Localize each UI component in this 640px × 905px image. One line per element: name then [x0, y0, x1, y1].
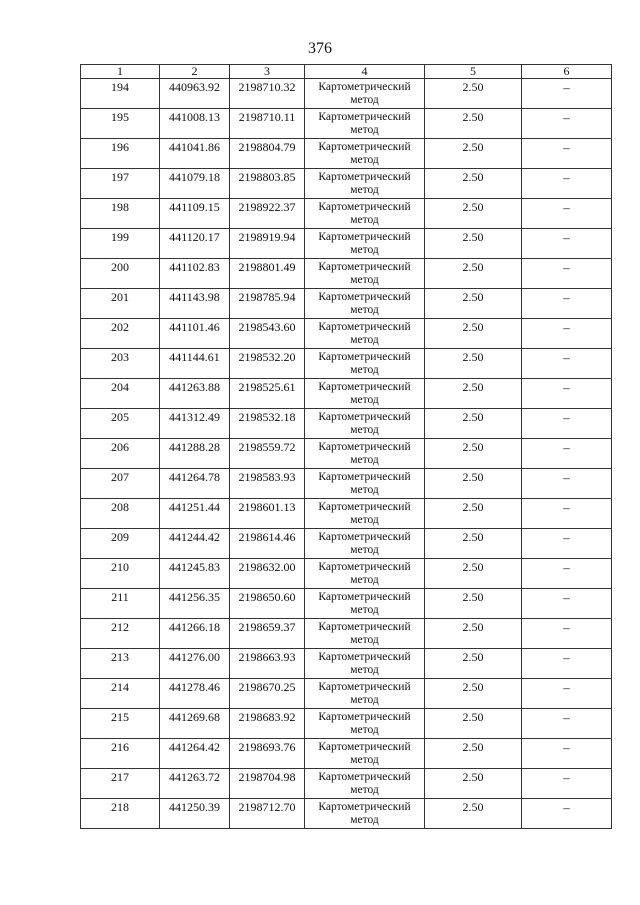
point-number-cell: 211 — [81, 589, 160, 619]
method-cell: Картометрический метод — [305, 409, 425, 439]
table-row — [81, 799, 612, 829]
method-cell: Картометрический метод — [305, 799, 425, 829]
method-cell: Картометрический метод — [305, 499, 425, 529]
table-row — [81, 199, 612, 229]
point-number-cell: 195 — [81, 109, 160, 139]
method-cell: Картометрический метод — [305, 199, 425, 229]
column-header: 5 — [425, 65, 522, 79]
accuracy-cell: 2.50 — [425, 499, 522, 529]
method-cell: Картометрический метод — [305, 679, 425, 709]
note-cell: – — [522, 319, 612, 349]
header-row — [81, 65, 612, 79]
accuracy-cell: 2.50 — [425, 619, 522, 649]
table-row — [81, 649, 612, 679]
x-coordinate-cell: 441079.18 — [160, 169, 230, 199]
x-coordinate-cell: 441276.00 — [160, 649, 230, 679]
accuracy-cell: 2.50 — [425, 109, 522, 139]
table-row — [81, 589, 612, 619]
note-cell: – — [522, 619, 612, 649]
coordinates-table — [80, 64, 612, 829]
x-coordinate-cell: 441263.72 — [160, 769, 230, 799]
x-coordinate-cell: 441251.44 — [160, 499, 230, 529]
note-cell: – — [522, 409, 612, 439]
note-cell: – — [522, 109, 612, 139]
accuracy-cell: 2.50 — [425, 199, 522, 229]
x-coordinate-cell: 441008.13 — [160, 109, 230, 139]
accuracy-cell: 2.50 — [425, 769, 522, 799]
table-row — [81, 469, 612, 499]
y-coordinate-cell: 2198543.60 — [230, 319, 305, 349]
y-coordinate-cell: 2198532.20 — [230, 349, 305, 379]
point-number-cell: 213 — [81, 649, 160, 679]
point-number-cell: 198 — [81, 199, 160, 229]
table-row — [81, 709, 612, 739]
note-cell: – — [522, 589, 612, 619]
y-coordinate-cell: 2198922.37 — [230, 199, 305, 229]
method-cell: Картометрический метод — [305, 379, 425, 409]
x-coordinate-cell: 441144.61 — [160, 349, 230, 379]
table-row — [81, 619, 612, 649]
y-coordinate-cell: 2198663.93 — [230, 649, 305, 679]
x-coordinate-cell: 441263.88 — [160, 379, 230, 409]
table-row — [81, 679, 612, 709]
accuracy-cell: 2.50 — [425, 529, 522, 559]
table-row — [81, 79, 612, 109]
point-number-cell: 206 — [81, 439, 160, 469]
accuracy-cell: 2.50 — [425, 589, 522, 619]
point-number-cell: 214 — [81, 679, 160, 709]
note-cell: – — [522, 139, 612, 169]
note-cell: – — [522, 229, 612, 259]
y-coordinate-cell: 2198785.94 — [230, 289, 305, 319]
y-coordinate-cell: 2198710.11 — [230, 109, 305, 139]
point-number-cell: 208 — [81, 499, 160, 529]
point-number-cell: 204 — [81, 379, 160, 409]
accuracy-cell: 2.50 — [425, 649, 522, 679]
note-cell: – — [522, 499, 612, 529]
point-number-cell: 218 — [81, 799, 160, 829]
column-header: 4 — [305, 65, 425, 79]
x-coordinate-cell: 441266.18 — [160, 619, 230, 649]
table-body — [81, 79, 612, 829]
method-cell: Картометрический метод — [305, 709, 425, 739]
note-cell: – — [522, 739, 612, 769]
y-coordinate-cell: 2198801.49 — [230, 259, 305, 289]
point-number-cell: 194 — [81, 79, 160, 109]
note-cell: – — [522, 379, 612, 409]
method-cell: Картометрический метод — [305, 289, 425, 319]
x-coordinate-cell: 441264.42 — [160, 739, 230, 769]
point-number-cell: 199 — [81, 229, 160, 259]
point-number-cell: 205 — [81, 409, 160, 439]
method-cell: Картометрический метод — [305, 769, 425, 799]
point-number-cell: 202 — [81, 319, 160, 349]
method-cell: Картометрический метод — [305, 469, 425, 499]
x-coordinate-cell: 441312.49 — [160, 409, 230, 439]
y-coordinate-cell: 2198559.72 — [230, 439, 305, 469]
table-row — [81, 499, 612, 529]
y-coordinate-cell: 2198532.18 — [230, 409, 305, 439]
point-number-cell: 216 — [81, 739, 160, 769]
x-coordinate-cell: 441102.83 — [160, 259, 230, 289]
method-cell: Картометрический метод — [305, 649, 425, 679]
x-coordinate-cell: 441245.83 — [160, 559, 230, 589]
column-header: 1 — [81, 65, 160, 79]
point-number-cell: 212 — [81, 619, 160, 649]
accuracy-cell: 2.50 — [425, 289, 522, 319]
accuracy-cell: 2.50 — [425, 349, 522, 379]
method-cell: Картометрический метод — [305, 589, 425, 619]
column-header: 3 — [230, 65, 305, 79]
note-cell: – — [522, 679, 612, 709]
table-row — [81, 229, 612, 259]
x-coordinate-cell: 441288.28 — [160, 439, 230, 469]
method-cell: Картометрический метод — [305, 259, 425, 289]
page-number: 376 — [308, 40, 332, 57]
column-header: 2 — [160, 65, 230, 79]
y-coordinate-cell: 2198614.46 — [230, 529, 305, 559]
method-cell: Картометрический метод — [305, 319, 425, 349]
note-cell: – — [522, 289, 612, 319]
method-cell: Картометрический метод — [305, 139, 425, 169]
y-coordinate-cell: 2198650.60 — [230, 589, 305, 619]
accuracy-cell: 2.50 — [425, 79, 522, 109]
point-number-cell: 197 — [81, 169, 160, 199]
table-row — [81, 169, 612, 199]
y-coordinate-cell: 2198919.94 — [230, 229, 305, 259]
note-cell: – — [522, 799, 612, 829]
note-cell: – — [522, 439, 612, 469]
table-row — [81, 349, 612, 379]
table-row — [81, 139, 612, 169]
y-coordinate-cell: 2198704.98 — [230, 769, 305, 799]
table-row — [81, 289, 612, 319]
note-cell: – — [522, 769, 612, 799]
accuracy-cell: 2.50 — [425, 259, 522, 289]
table-row — [81, 319, 612, 349]
point-number-cell: 203 — [81, 349, 160, 379]
column-header: 6 — [522, 65, 612, 79]
accuracy-cell: 2.50 — [425, 169, 522, 199]
x-coordinate-cell: 441143.98 — [160, 289, 230, 319]
table-row — [81, 109, 612, 139]
table-row — [81, 259, 612, 289]
accuracy-cell: 2.50 — [425, 799, 522, 829]
method-cell: Картометрический метод — [305, 439, 425, 469]
point-number-cell: 215 — [81, 709, 160, 739]
y-coordinate-cell: 2198804.79 — [230, 139, 305, 169]
y-coordinate-cell: 2198693.76 — [230, 739, 305, 769]
x-coordinate-cell: 441120.17 — [160, 229, 230, 259]
x-coordinate-cell: 441250.39 — [160, 799, 230, 829]
table-row — [81, 559, 612, 589]
method-cell: Картометрический метод — [305, 79, 425, 109]
y-coordinate-cell: 2198670.25 — [230, 679, 305, 709]
accuracy-cell: 2.50 — [425, 679, 522, 709]
table-row — [81, 769, 612, 799]
note-cell: – — [522, 169, 612, 199]
accuracy-cell: 2.50 — [425, 229, 522, 259]
x-coordinate-cell: 441041.86 — [160, 139, 230, 169]
note-cell: – — [522, 709, 612, 739]
y-coordinate-cell: 2198601.13 — [230, 499, 305, 529]
x-coordinate-cell: 441264.78 — [160, 469, 230, 499]
method-cell: Картометрический метод — [305, 739, 425, 769]
note-cell: – — [522, 199, 612, 229]
method-cell: Картометрический метод — [305, 349, 425, 379]
x-coordinate-cell: 441109.15 — [160, 199, 230, 229]
table-row — [81, 739, 612, 769]
table-row — [81, 409, 612, 439]
accuracy-cell: 2.50 — [425, 319, 522, 349]
accuracy-cell: 2.50 — [425, 139, 522, 169]
accuracy-cell: 2.50 — [425, 409, 522, 439]
method-cell: Картометрический метод — [305, 529, 425, 559]
accuracy-cell: 2.50 — [425, 709, 522, 739]
x-coordinate-cell: 441278.46 — [160, 679, 230, 709]
accuracy-cell: 2.50 — [425, 559, 522, 589]
x-coordinate-cell: 441101.46 — [160, 319, 230, 349]
y-coordinate-cell: 2198683.92 — [230, 709, 305, 739]
method-cell: Картометрический метод — [305, 229, 425, 259]
point-number-cell: 217 — [81, 769, 160, 799]
note-cell: – — [522, 559, 612, 589]
method-cell: Картометрический метод — [305, 559, 425, 589]
y-coordinate-cell: 2198712.70 — [230, 799, 305, 829]
method-cell: Картометрический метод — [305, 619, 425, 649]
method-cell: Картометрический метод — [305, 109, 425, 139]
y-coordinate-cell: 2198583.93 — [230, 469, 305, 499]
accuracy-cell: 2.50 — [425, 469, 522, 499]
point-number-cell: 200 — [81, 259, 160, 289]
y-coordinate-cell: 2198710.32 — [230, 79, 305, 109]
accuracy-cell: 2.50 — [425, 379, 522, 409]
note-cell: – — [522, 259, 612, 289]
x-coordinate-cell: 441269.68 — [160, 709, 230, 739]
method-cell: Картометрический метод — [305, 169, 425, 199]
point-number-cell: 201 — [81, 289, 160, 319]
point-number-cell: 207 — [81, 469, 160, 499]
point-number-cell: 196 — [81, 139, 160, 169]
y-coordinate-cell: 2198632.00 — [230, 559, 305, 589]
note-cell: – — [522, 79, 612, 109]
table-row — [81, 529, 612, 559]
point-number-cell: 210 — [81, 559, 160, 589]
note-cell: – — [522, 649, 612, 679]
x-coordinate-cell: 441256.35 — [160, 589, 230, 619]
note-cell: – — [522, 529, 612, 559]
accuracy-cell: 2.50 — [425, 439, 522, 469]
table-row — [81, 379, 612, 409]
x-coordinate-cell: 441244.42 — [160, 529, 230, 559]
y-coordinate-cell: 2198803.85 — [230, 169, 305, 199]
x-coordinate-cell: 440963.92 — [160, 79, 230, 109]
note-cell: – — [522, 349, 612, 379]
y-coordinate-cell: 2198659.37 — [230, 619, 305, 649]
accuracy-cell: 2.50 — [425, 739, 522, 769]
note-cell: – — [522, 469, 612, 499]
point-number-cell: 209 — [81, 529, 160, 559]
y-coordinate-cell: 2198525.61 — [230, 379, 305, 409]
table-row — [81, 439, 612, 469]
